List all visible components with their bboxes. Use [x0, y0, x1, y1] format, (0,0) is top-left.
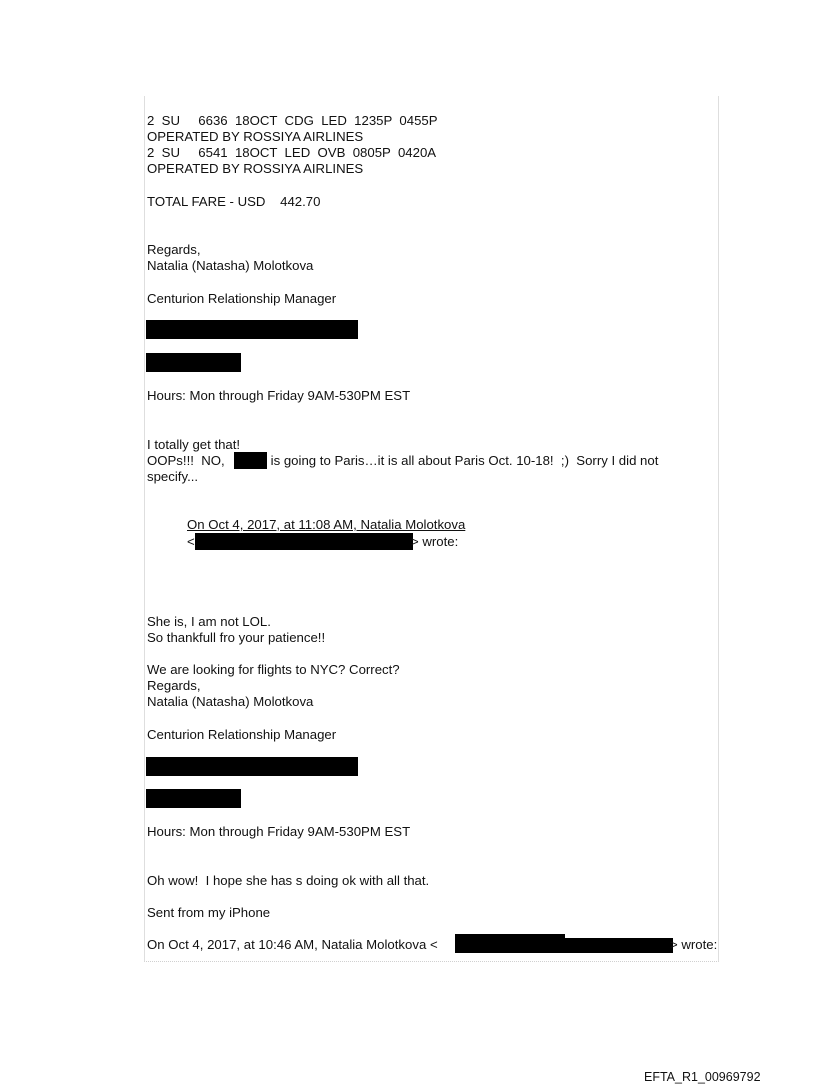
signature-title: Centurion Relationship Manager [147, 727, 337, 742]
quote-header-bracket: < [187, 534, 195, 549]
signature-regards: Regards, [147, 678, 201, 693]
sent-from-line: Sent from my iPhone [147, 905, 271, 920]
signature-hours: Hours: Mon through Friday 9AM-530PM EST [147, 388, 411, 403]
signature-regards: Regards, [147, 242, 201, 257]
redaction-block [455, 934, 565, 953]
quote-header-wrote: > wrote: [670, 937, 718, 952]
signature-name: Natalia (Natasha) Molotkova [147, 258, 314, 273]
redaction-block [195, 533, 413, 550]
reply-line-1: Oh wow! I hope she has s doing ok with all that. [147, 873, 430, 888]
itinerary-line-1: 2 SU 6636 18OCT CDG LED 1235P 0455P [147, 113, 438, 128]
reply-line-2-end: is going to Paris…it is all about Paris Oct. 10-18! ;) Sorry I did not [267, 453, 659, 468]
bates-number: EFTA_R1_00969792 [644, 1069, 761, 1084]
signature-name: Natalia (Natasha) Molotkova [147, 694, 314, 709]
signature-hours: Hours: Mon through Friday 9AM-530PM EST [147, 824, 411, 839]
redaction-block [146, 353, 241, 372]
message-line-2: So thankfull fro your patience!! [147, 630, 326, 645]
message-line-3: We are looking for flights to NYC? Correct? [147, 662, 400, 677]
redaction-block [146, 789, 241, 808]
total-fare: TOTAL FARE - USD 442.70 [147, 194, 321, 209]
itinerary-line-1-operator: OPERATED BY ROSSIYA AIRLINES [147, 129, 364, 144]
reply-line-3: specify... [147, 469, 199, 484]
quote-header-wrote: > wrote: [411, 534, 459, 549]
itinerary-line-2-operator: OPERATED BY ROSSIYA AIRLINES [147, 161, 364, 176]
redaction-block [146, 320, 358, 339]
quote-header-line-1: On Oct 4, 2017, at 11:08 AM, Natalia Molotkova [187, 517, 466, 532]
itinerary-line-2: 2 SU 6541 18OCT LED OVB 0805P 0420A [147, 145, 437, 160]
reply-line-1: I totally get that! [147, 437, 241, 452]
redaction-block [146, 757, 358, 776]
redaction-block [563, 938, 673, 953]
signature-title: Centurion Relationship Manager [147, 291, 337, 306]
message-line-1: She is, I am not LOL. [147, 614, 271, 629]
redaction-block [234, 452, 267, 469]
quote-header-start: On Oct 4, 2017, at 10:46 AM, Natalia Molotkova < [147, 937, 438, 952]
reply-line-2-start: OOPs!!! NO, [147, 453, 229, 468]
